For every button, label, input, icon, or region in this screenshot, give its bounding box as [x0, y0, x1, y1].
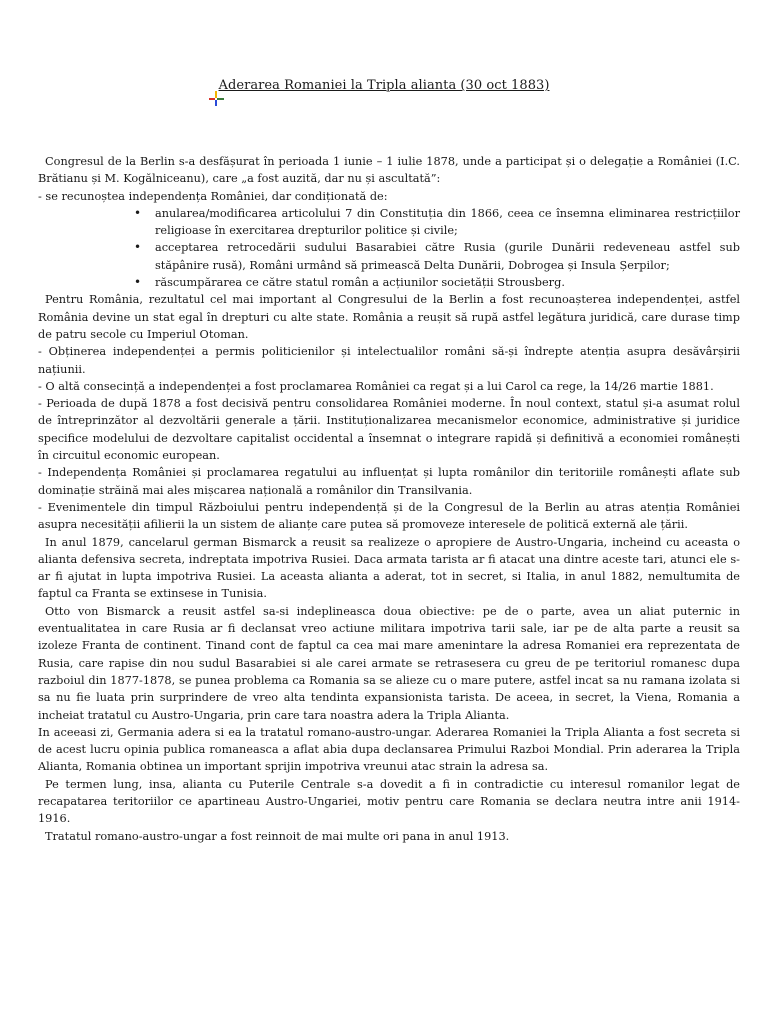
- paragraph-alliances: - Evenimentele din timpul Războiului pentru independență și de la Congresul de la Berlin au atras atenția României asupra necesității afilierii la un sistem de alianțe care putea să promoveze interesele de politică externă ale țării.: [38, 500, 740, 532]
- paragraph-independence-result: Pentru România, rezultatul cel mai important al Congresului de la Berlin a fost recunoașterea independenței, astfel România devine un stat egal în drepturi cu alte state. România a reușit să rupă astfel legătura juridică, care durase timp de patru secole cu Imperiul Otoman.: [38, 293, 740, 341]
- paragraph-nation-completion: - Obținerea independenței a permis politicienilor și intelectualilor români să-și îndrepte atenția asupra desăvârșirii națiunii.: [38, 345, 740, 376]
- list-item: • acceptarea retrocedării sudului Basarabiei către Rusia (gurile Dunării redeveneau astfel sub stăpânire rusă), Români urmând să primească Delta Dunării, Dobrogea și Insula Șerpilor;: [155, 239, 740, 274]
- paragraph-kingdom-proclamation: - O altă consecință a independenței a fost proclamarea României ca regat și a lui Carol ca rege, la 14/26 martie 1881.: [38, 379, 714, 393]
- document-body: [38, 153, 740, 845]
- paragraph-transylvania: - Independența României și proclamarea regatului au influențat și lupta românilor din teritoriile românești aflate sub dominație străină mai ales mișcarea națională a românilor din Transilvania.: [38, 466, 740, 497]
- paragraph-germany-adheres: In aceeasi zi, Germania adera si ea la tratatul romano-austro-ungar. Aderarea Romaniei la Tripla Alianta a fost secreta si de acest lucru opinia publica romaneasca a aflat abia dupa declansarea Primului Razboi Mondial. Prin aderarea la Tripla Alianta, Romania obtinea un important sprijin impotriva vreunui atac strain la adresa sa.: [38, 725, 740, 774]
- cursor-mark-icon: [209, 91, 225, 107]
- title-container: [0, 74, 768, 93]
- list-item: • răscumpărarea ce către statul român a acțiunilor societății Strousberg.: [155, 274, 740, 291]
- document-title: Aderarea Romaniei la Tripla alianta (30 oct 1883): [218, 78, 550, 93]
- list-item: • anularea/modificarea articolului 7 din Constituția din 1866, ceea ce însemna eliminarea restricțiilor religioase în exercitarea drepturilor politice și civile;: [155, 205, 740, 240]
- paragraph-independence-condition: - se recunoștea independența României, dar condiționată de:: [38, 189, 388, 203]
- conditions-list: [38, 205, 740, 291]
- paragraph-treaty-renewed: Tratatul romano-austro-ungar a fost reinnoit de mai multe ori pana in anul 1913.: [45, 829, 510, 843]
- paragraph-bismarck-objectives: Otto von Bismarck a reusit astfel sa-si indeplineasca doua obiective: pe de o parte, avea un aliat puternic in eventualitatea in care Rusia ar fi declansat vreo actiune militara impotriva tarii sale, iar pe de alta parte a reusit sa izoleze Franta de continent. Tinand cont de faptul ca cea mai mare amenintare la adresa Romaniei era reprezentata de Rusia, care rapise din nou sudul Basarabiei si ale carei armate se retrasesera cu greu de pe teritoriul romanesc dupa razboiul din 1877-1878, se punea problema ca Romania sa se alieze cu o mare putere, astfel incat sa nu ramana izolata si sa nu fie luata prin surprindere de vreo alta tendinta expansionista tarista. De aceea, in secret, la Viena, Romania a incheiat tratatul cu Austro-Ungaria, prin care tara noastra adera la Tripla Alianta.: [38, 604, 740, 722]
- paragraph-modern-romania: - Perioada de după 1878 a fost decisivă pentru consolidarea României moderne. În noul context, statul și-a asumat rolul de întreprinzător al dezvoltării generale a țării. Instituționalizarea mecanismelor economice, administrative și juridice specifice modelului de dezvoltare capitalist occidental a însemnat o integrare rapidă și definitivă a economiei românești în circuitul economic european.: [38, 397, 740, 463]
- paragraph-long-term: Pe termen lung, insa, alianta cu Puterile Centrale s-a dovedit a fi in contradictie cu interesul romanilor legat de recapatarea teritoriilor ce apartineau Austro-Ungariei, motiv pentru care Romania se declara neutra intre anii 1914-1916.: [38, 777, 740, 826]
- paragraph-congress-intro: Congresul de la Berlin s-a desfășurat în perioada 1 iunie – 1 iulie 1878, unde a participat și o delegație a României (I.C. Brătianu și M. Kogălniceanu), care „a fost auzită, dar nu și ascultată”:: [38, 155, 740, 186]
- paragraph-bismarck-alliance: In anul 1879, cancelarul german Bismarck a reusit sa realizeze o apropiere de Austro-Ungaria, incheind cu aceasta o alianta defensiva secreta, indreptata impotriva Rusiei. Daca armata tarista ar fi atacat una dintre aceste tari, atunci ele s-ar fi ajutat in lupta impotriva Rusiei. La aceasta alianta a aderat, tot in secret, si Italia, in anul 1882, nemultumita de faptul ca Franta se extinsese in Tunisia.: [38, 535, 740, 601]
